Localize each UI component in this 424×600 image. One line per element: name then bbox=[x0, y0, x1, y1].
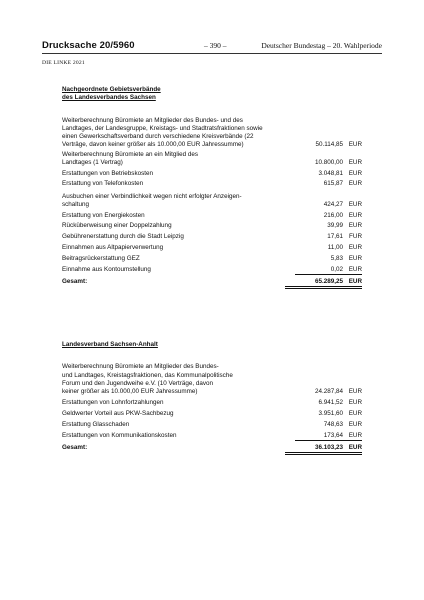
row-label: Beitragsrückerstattung GEZ bbox=[62, 254, 140, 262]
header-rule bbox=[42, 53, 382, 54]
row-label: Erstattungen von Betriebskosten bbox=[62, 169, 154, 177]
row-currency: EUR bbox=[348, 399, 362, 407]
section-title: Nachgeordnete Gebietsverbände des Landesverbandes Sachsen bbox=[62, 86, 161, 102]
row-amount: 216,00 bbox=[323, 211, 343, 219]
row-label: Erstattungen von Lohnfortzahlungen bbox=[62, 399, 164, 407]
row-amount: 3.951,60 bbox=[318, 410, 343, 418]
row-label: Erstattung von Energiekosten bbox=[62, 211, 145, 219]
row-label: Gebührenerstattung durch die Stadt Leipzig bbox=[62, 233, 184, 241]
table-row bbox=[62, 243, 362, 252]
total-row bbox=[62, 277, 362, 286]
row-currency: EUR bbox=[348, 254, 362, 262]
table-row bbox=[62, 363, 362, 396]
table-row bbox=[62, 265, 362, 274]
table-row bbox=[62, 398, 362, 407]
total-currency: EUR bbox=[348, 277, 362, 285]
total-double-underline bbox=[285, 286, 362, 289]
row-label: Ausbuchen einer Verbindlichkeit wegen nicht erfolgter Anzeigen- schaltung bbox=[62, 192, 242, 208]
row-currency: EUR bbox=[348, 420, 362, 428]
row-label: Rücküberweisung einer Doppelzahlung bbox=[62, 222, 172, 230]
row-label: Erstattung Glasschaden bbox=[62, 420, 130, 428]
row-currency: FUR bbox=[349, 233, 362, 241]
row-label: Erstattungen von Kommunikationskosten bbox=[62, 431, 177, 439]
row-label: Einnahme aus Kontoumstellung bbox=[62, 265, 151, 273]
subtotal-underline bbox=[295, 274, 362, 275]
row-amount: 748,63 bbox=[323, 420, 343, 428]
page-number: – 390 – bbox=[204, 41, 227, 50]
row-label: Weiterberechnung Büromiete an ein Mitglied des Landtages (1 Vertrag) bbox=[62, 150, 199, 166]
row-amount: 11,00 bbox=[327, 244, 343, 252]
bundestag-period: Deutscher Bundestag – 20. Wahlperiode bbox=[261, 41, 382, 50]
table-row bbox=[62, 409, 362, 418]
total-label: Gesamt: bbox=[62, 444, 88, 451]
row-amount: 50.114,85 bbox=[315, 141, 343, 149]
row-currency: EUR bbox=[348, 158, 362, 166]
row-label: Erstattung von Telefonkosten bbox=[62, 180, 144, 188]
row-currency: EUR bbox=[348, 244, 362, 252]
row-label: Geldwerter Vorteil aus PKW-Sachbezug bbox=[62, 410, 174, 418]
page-header bbox=[42, 40, 382, 52]
row-amount: 6.941,52 bbox=[318, 399, 343, 407]
total-amount: 36.103,23 bbox=[314, 444, 343, 451]
table-row bbox=[62, 193, 362, 209]
total-currency: EUR bbox=[348, 444, 362, 451]
table-row bbox=[62, 221, 362, 230]
table-row bbox=[62, 420, 362, 429]
total-row bbox=[62, 443, 362, 452]
drucksache-number: Drucksache 20/5960 bbox=[42, 40, 135, 51]
row-label: Einnahmen aus Altpapierverwertung bbox=[62, 244, 164, 252]
table-row bbox=[62, 179, 362, 188]
total-double-underline bbox=[285, 452, 362, 455]
table-row bbox=[62, 169, 362, 178]
row-currency: EUR bbox=[348, 388, 362, 396]
row-amount: 615,87 bbox=[323, 180, 343, 188]
row-currency: EUR bbox=[348, 211, 362, 219]
row-label: Weiterberechnung Büromiete an Mitglieder des Bundes- und des Landtages, der Landesgruppe, Kreistags- und Stadtratsfraktionen sowie einen Gewerkschaftsverband durch verschiedene Kreisverbände (22 Verträge, davon keiner größer als 10.000,00 EUR Jahressumme) bbox=[62, 116, 263, 149]
row-amount: 5,83 bbox=[330, 254, 343, 262]
table-row bbox=[62, 254, 362, 263]
table-row bbox=[62, 151, 362, 167]
table-row bbox=[62, 211, 362, 220]
row-amount: 10.800,00 bbox=[314, 158, 343, 166]
row-amount: 0,02 bbox=[330, 265, 343, 273]
total-amount: 65.289,25 bbox=[314, 277, 343, 285]
row-currency: EUR bbox=[348, 141, 362, 149]
row-currency: EUR bbox=[348, 169, 362, 177]
table-row bbox=[62, 232, 362, 241]
row-currency: EUR bbox=[348, 180, 362, 188]
row-currency: EUR bbox=[348, 431, 362, 439]
section-title: Landesverband Sachsen-Anhalt bbox=[62, 341, 158, 348]
total-label: Gesamt: bbox=[62, 277, 88, 285]
row-amount: 424,27 bbox=[323, 200, 343, 208]
row-label: Weiterberechnung Büromiete an Mitglieder des Bundes- und Landtages, Kreistagsfraktionen, das Kommunalpolitische Forum und den Jugendweihe e.V. (10 Verträge, davon keiner größer als 10.000,00 EUR Jahressumme) bbox=[62, 363, 233, 396]
row-amount: 39,99 bbox=[327, 222, 343, 230]
row-amount: 17,61 bbox=[327, 233, 343, 241]
row-currency: EUR bbox=[348, 265, 362, 273]
party-label: DIE LINKE 2021 bbox=[42, 60, 85, 66]
row-currency: EUR bbox=[348, 410, 362, 418]
subtotal-underline bbox=[295, 440, 362, 441]
row-currency: EUR bbox=[348, 222, 362, 230]
table-row bbox=[62, 117, 362, 150]
row-currency: EUR bbox=[348, 200, 362, 208]
row-amount: 3.048,81 bbox=[318, 169, 343, 177]
table-row bbox=[62, 431, 362, 440]
section-sachsen-anhalt bbox=[62, 341, 362, 452]
row-amount: 173,64 bbox=[323, 431, 343, 439]
section-sachsen bbox=[62, 86, 362, 286]
row-amount: 24.287,84 bbox=[314, 388, 343, 396]
